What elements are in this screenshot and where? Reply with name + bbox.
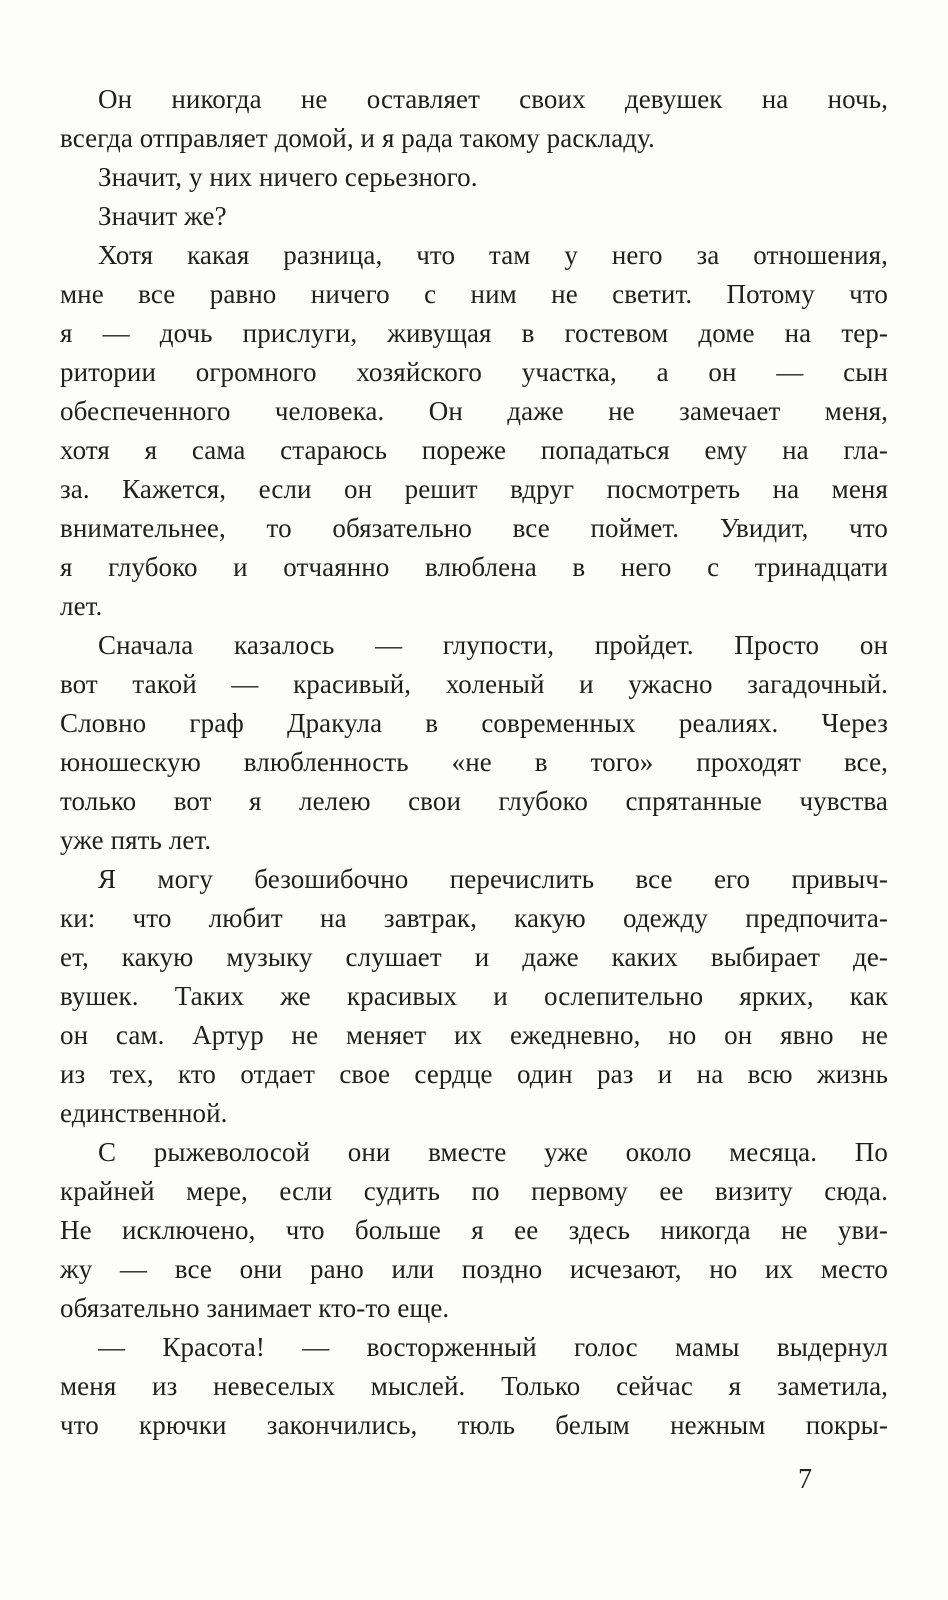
text-line: вот такой — красивый, холеный и ужасно загадочный. — [60, 669, 888, 699]
text-line: внимательнее, то обязательно все поймет. Увидит, что — [60, 513, 888, 543]
text-line: из тех, кто отдает свое сердце один раз и на всю жизнь — [60, 1059, 888, 1089]
text-line: уже пять лет. — [60, 825, 212, 855]
text-line: ритории огромного хозяйского участка, а он — сын — [60, 357, 888, 387]
text-line: вушек. Таких же красивых и ослепительно ярких, как — [60, 981, 888, 1011]
text-line: Значит же? — [98, 201, 227, 231]
text-line: обязательно занимает кто-то еще. — [60, 1293, 450, 1323]
text-line: меня из невеселых мыслей. Только сейчас я заметила, — [60, 1371, 888, 1401]
paragraph — [60, 1328, 888, 1445]
paragraph — [60, 158, 888, 197]
text-line: крайней мере, если судить по первому ее визиту сюда. — [60, 1176, 888, 1206]
paragraph — [60, 860, 888, 1133]
text-line: я глубоко и отчаянно влюблена в него с тринадцати — [60, 552, 888, 582]
paragraph — [60, 1133, 888, 1328]
text-line: Значит, у них ничего серьезного. — [98, 162, 478, 192]
text-line: что крючки закончились, тюль белым нежным покры- — [60, 1410, 888, 1440]
text-block — [60, 80, 888, 1445]
text-line: юношескую влюбленность «не в того» проходят все, — [60, 747, 888, 777]
paragraph — [60, 197, 888, 236]
text-line: я — дочь прислуги, живущая в гостевом доме на тер- — [60, 318, 888, 348]
text-line: С рыжеволосой они вместе уже около месяца. По — [98, 1137, 888, 1167]
text-line: за. Кажется, если он решит вдруг посмотреть на меня — [60, 474, 888, 504]
text-line: Хотя какая разница, что там у него за отношения, — [98, 240, 888, 270]
text-line: ет, какую музыку слушает и даже каких выбирает де- — [60, 942, 888, 972]
text-line: Я могу безошибочно перечислить все его привыч- — [98, 864, 888, 894]
text-line: Словно граф Дракула в современных реалиях. Через — [60, 708, 888, 738]
text-line: Сначала казалось — глупости, пройдет. Просто он — [98, 630, 888, 660]
text-line: Не исключено, что больше я ее здесь никогда не уви- — [60, 1215, 888, 1245]
text-line: всегда отправляет домой, и я рада такому раскладу. — [60, 123, 655, 153]
text-line: лет. — [60, 591, 103, 621]
text-line: ки: что любит на завтрак, какую одежду предпочита- — [60, 903, 888, 933]
text-line: хотя я сама стараюсь пореже попадаться ему на гла- — [60, 435, 888, 465]
text-line: обеспеченного человека. Он даже не замечает меня, — [60, 396, 888, 426]
text-line: мне все равно ничего с ним не светит. Потому что — [60, 279, 888, 309]
paragraph — [60, 626, 888, 860]
text-line: единственной. — [60, 1098, 228, 1128]
text-line: Он никогда не оставляет своих девушек на ночь, — [98, 84, 888, 114]
text-line: только вот я лелею свои глубоко спрятанные чувства — [60, 786, 888, 816]
text-line: — Красота! — восторженный голос мамы выдернул — [98, 1332, 888, 1362]
paragraph — [60, 80, 888, 158]
text-line: он сам. Артур не меняет их ежедневно, но он явно не — [60, 1020, 888, 1050]
text-line: жу — все они рано или поздно исчезают, но их место — [60, 1254, 888, 1284]
paragraph — [60, 236, 888, 626]
page-number: 7 — [798, 1464, 812, 1495]
